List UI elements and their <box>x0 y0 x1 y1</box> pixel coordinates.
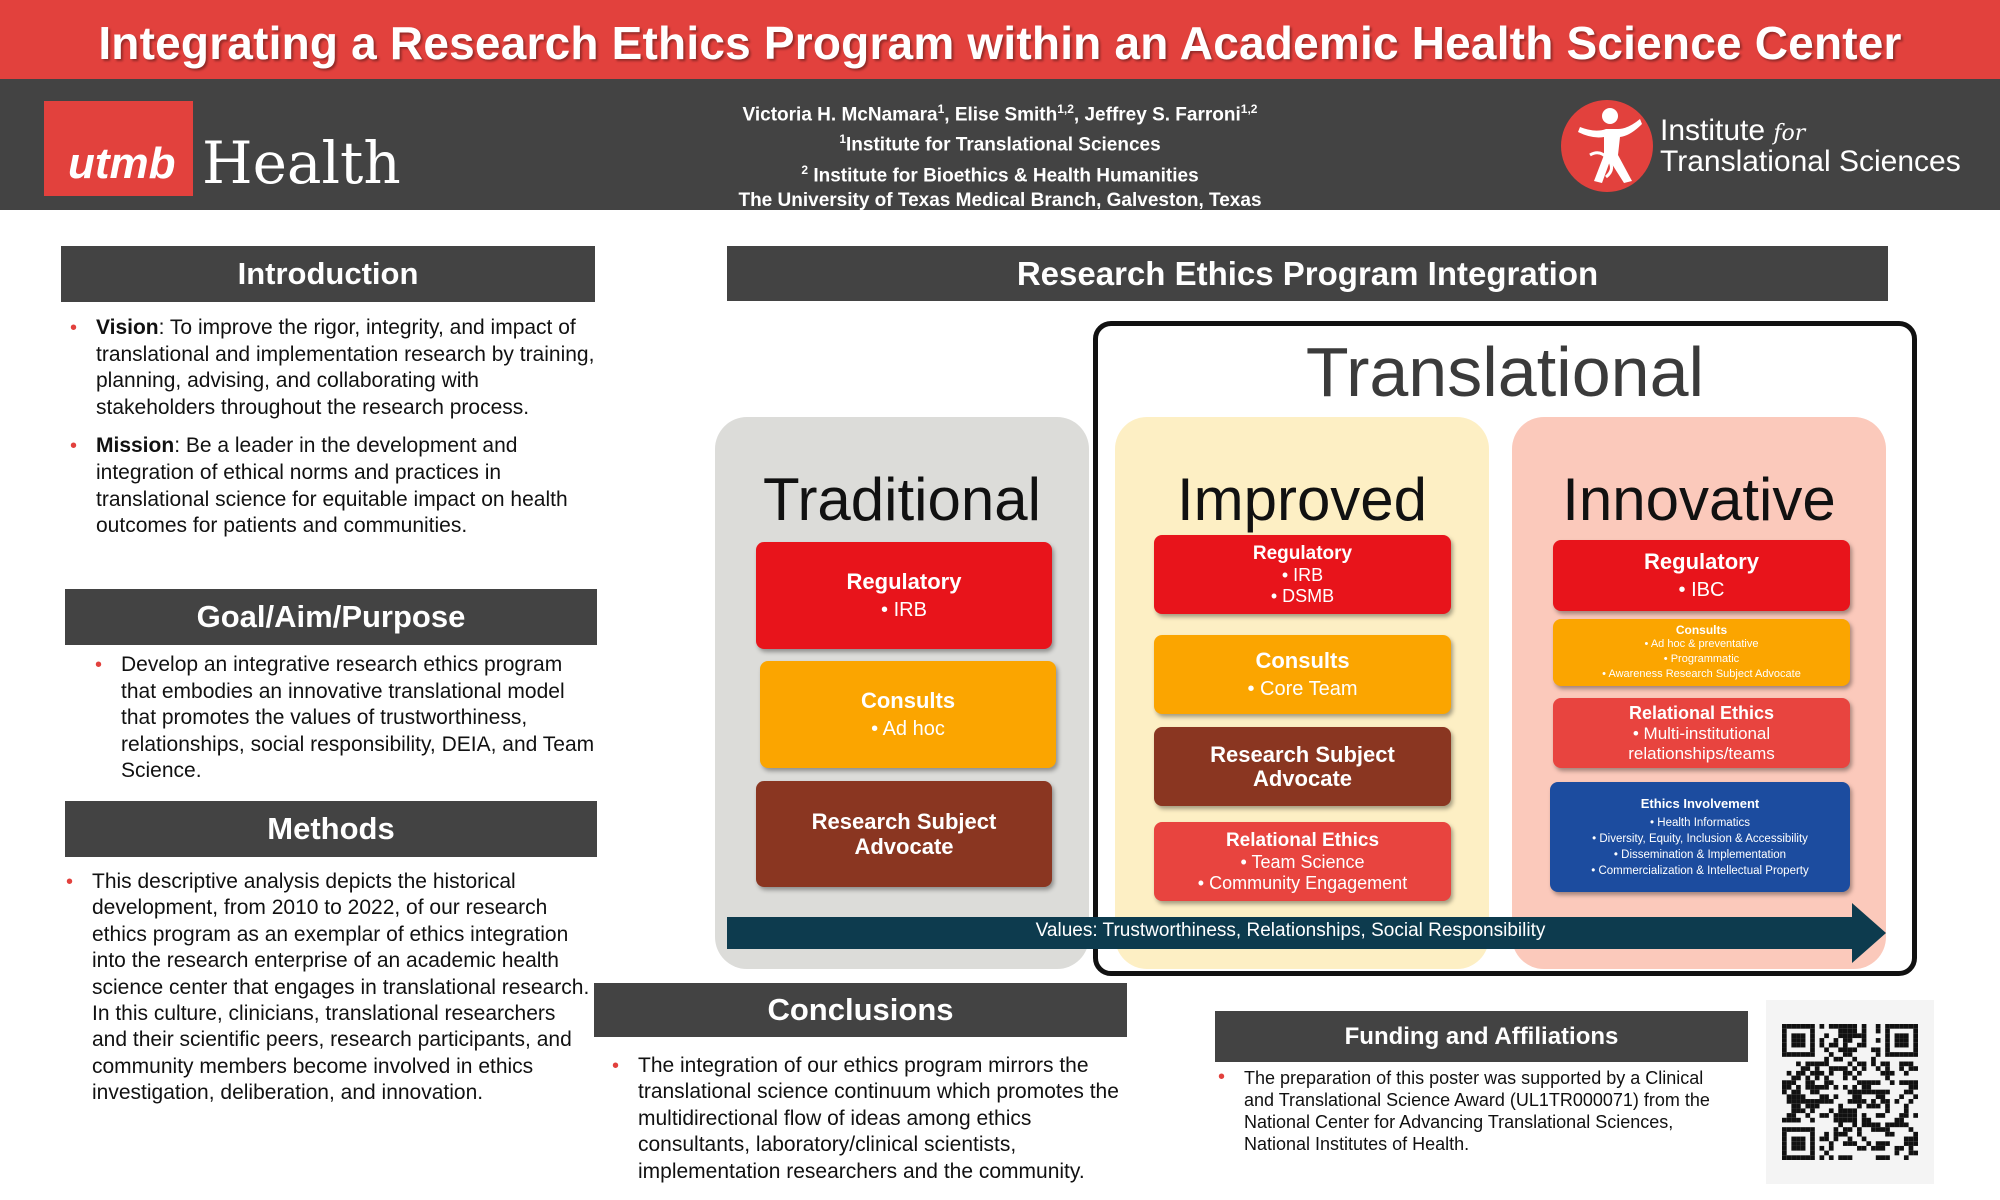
affiliation-line: $^2$ Institute for Bioethics & Health Humanities <box>801 162 1199 186</box>
qr-code-icon[interactable] <box>1782 1024 1918 1160</box>
authors-line: Victoria H. McNamara$^1$, Elise Smith$^{1,2}$, Jeffrey S. Farroni$^{1,2}$ <box>742 102 1258 126</box>
its-logo-text: Institute for Translational Sciences <box>1660 114 1961 178</box>
list-item: • The integration of our ethics program mirrors the translational science continuum which promotes the multidirectional flow of ideas among ethics consultants, laboratory/clinical scientists, implementation researchers and the community. <box>612 1054 1119 1183</box>
list-item: • Develop an integrative research ethics program that embodies an innovative translational model that promotes the values of trustworthiness, relationships, social responsibility, DEIA, and Team Science. <box>95 653 595 783</box>
values-arrow-label: Values: Trustworthiness, Relationships, Social Responsibility <box>1035 920 1546 941</box>
consults-box: Consults • Ad hoc & preventative • Programmatic • Awareness Research Subject Advocate <box>1553 619 1850 686</box>
column-title: Improved <box>1176 466 1428 533</box>
authors-block <box>640 97 1360 213</box>
column-innovative <box>1512 417 1886 969</box>
relational-ethics-box: Relational Ethics • Team Science • Community Engagement <box>1154 822 1451 901</box>
bullet-icon: • <box>95 654 103 676</box>
goal-list <box>95 652 595 785</box>
utmb-logo <box>44 101 193 196</box>
goal-heading: Goal/Aim/Purpose <box>65 589 597 645</box>
introduction-list <box>70 315 596 540</box>
research-subject-advocate-box: Research Subject Advocate <box>756 781 1052 887</box>
utmb-logo-word: utmb <box>68 139 176 188</box>
translational-label: Translational <box>1305 333 1705 411</box>
regulatory-box: Regulatory • IRB <box>756 542 1052 649</box>
author-sup: 1 <box>937 102 945 116</box>
column-title: Innovative <box>1562 466 1836 533</box>
author-sup: 1,2 <box>1057 102 1074 116</box>
conclusions-heading: Conclusions <box>594 983 1127 1037</box>
bullet-icon: • <box>70 317 78 339</box>
poster-title: Integrating a Research Ethics Program within an Academic Health Science Center <box>98 17 1902 69</box>
title-bar <box>0 0 2000 79</box>
regulatory-box: Regulatory • IBC <box>1553 540 1850 611</box>
introduction-heading: Introduction <box>61 246 595 302</box>
methods-heading: Methods <box>65 801 597 857</box>
qr-code-container <box>1766 1000 1934 1184</box>
consults-box: Consults • Ad hoc <box>760 661 1056 768</box>
regulatory-box: Regulatory • IRB • DSMB <box>1154 535 1451 614</box>
bullet-icon: • <box>612 1055 620 1077</box>
column-improved <box>1115 417 1489 969</box>
affiliation-line: $^1$Institute for Translational Sciences <box>839 132 1161 156</box>
column-title: Traditional <box>763 466 1041 533</box>
relational-ethics-box: Relational Ethics • Multi-institutional relationships/teams <box>1553 698 1850 768</box>
affiliation-line: The University of Texas Medical Branch, Galveston, Texas <box>738 189 1262 211</box>
running-figure-icon <box>1560 99 1654 193</box>
integration-heading: Research Ethics Program Integration <box>727 246 1888 301</box>
methods-list <box>66 869 595 1107</box>
column-traditional <box>715 417 1089 969</box>
list-item: • Vision: To improve the rigor, integrity, and impact of translational and implementation research by training, planning, advising, and collaborating with stakeholders throughout the research process. <box>70 316 595 419</box>
funding-heading: Funding and Affiliations <box>1215 1011 1748 1062</box>
research-subject-advocate-box: Research Subject Advocate <box>1154 727 1451 806</box>
list-item: • The preparation of this poster was supported by a Clinical and Translational Science Award (UL1TR000071) from the National Center for Advancing Translational Sciences, National Institutes of Health. <box>1218 1066 1710 1154</box>
bullet-icon: • <box>66 871 74 893</box>
consults-box: Consults • Core Team <box>1154 635 1451 714</box>
author-sup: 1,2 <box>1240 102 1258 116</box>
author-name: Victoria H. McNamara <box>742 104 938 126</box>
funding-list <box>1218 1066 1734 1155</box>
author-name: Elise Smith <box>954 104 1058 126</box>
author-name: Jeffrey S. Farroni <box>1084 104 1241 126</box>
conclusions-list <box>612 1053 1130 1185</box>
ethics-involvement-box: Ethics Involvement • Health Informatics • Diversity, Equity, Inclusion & Accessibility • Dissemination & Implementation • Commercialization & Intellectual Property <box>1550 782 1850 892</box>
list-item: • This descriptive analysis depicts the historical development, from 2010 to 2022, of our research ethics program as an exemplar of ethics integration into the research enterprise of an academic health science center that engages in translational research. In this culture, clinicians, translational researchers and their scientific peers, research participants, and community members become involved in ethics investigation, deliberation, and innovation. <box>66 870 590 1105</box>
list-item: • Mission: Be a leader in the development and integration of ethical norms and practices in translational science for equitable impact on health outcomes for patients and communities. <box>70 434 568 538</box>
bullet-icon: • <box>70 435 78 458</box>
header-bar <box>0 79 2000 210</box>
bullet-icon: • <box>1218 1066 1226 1088</box>
arrow-head-icon <box>1852 903 1886 963</box>
utmb-logo-health: Health <box>202 129 401 197</box>
